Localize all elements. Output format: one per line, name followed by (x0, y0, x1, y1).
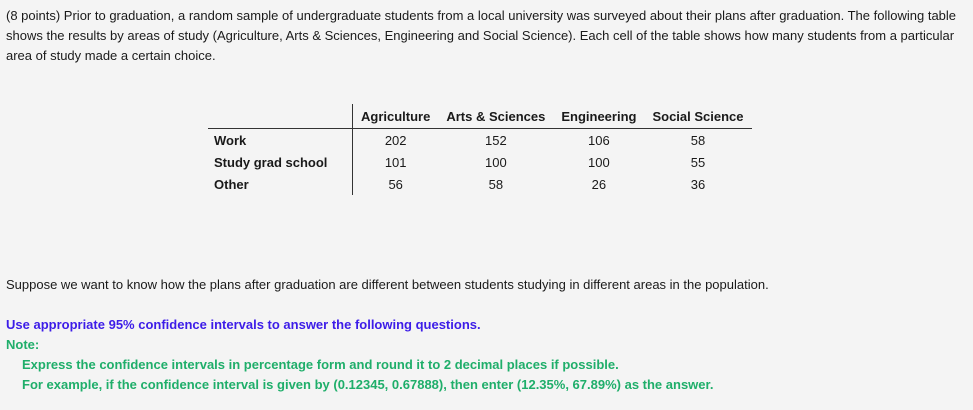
column-header-arts-sciences: Arts & Sciences (438, 104, 553, 129)
row-header-other: Other (208, 173, 353, 195)
column-header-agriculture: Agriculture (353, 104, 439, 129)
note-line-format: Express the confidence intervals in percentage form and round it to 2 decimal places if possible. (22, 357, 619, 372)
table-cell: 152 (484, 132, 507, 148)
table-cell: 56 (388, 176, 403, 192)
table-row (208, 173, 752, 195)
row-header-study-grad-school: Study grad school (208, 151, 353, 173)
contingency-table (208, 104, 752, 195)
note-label: Note: (6, 337, 40, 352)
table-corner-cell (208, 104, 353, 129)
problem-intro: (8 points) Prior to graduation, a random sample of undergraduate students from a local university was surveyed about their plans after graduation. The following table shows the results by areas of study (Agriculture, Arts & Sciences, Engineering and Social Science). Each cell of the table shows how many students from a particular area of study made a certain choice. (6, 8, 957, 63)
instruction-text: Use appropriate 95% confidence intervals to answer the following questions. (6, 317, 481, 332)
table-row (208, 129, 752, 152)
column-header-social-science: Social Science (644, 104, 751, 129)
table-row (208, 151, 752, 173)
table-header-row (208, 104, 752, 129)
note-line-example: For example, if the confidence interval is given by (0.12345, 0.67888), then enter (12.35%, 67.89%) as the answer. (22, 377, 714, 392)
table-cell: 36 (690, 176, 706, 192)
contingency-table-container (208, 104, 752, 195)
row-header-work: Work (208, 129, 353, 152)
table-cell: 55 (690, 154, 706, 170)
table-cell: 101 (384, 154, 407, 170)
table-cell: 26 (591, 176, 607, 192)
question-text: Suppose we want to know how the plans after graduation are different between students studying in different areas in the population. (6, 277, 769, 292)
table-cell: 106 (588, 132, 610, 148)
table-cell: 58 (488, 176, 504, 192)
table-cell: 58 (690, 132, 706, 148)
table-cell: 100 (484, 154, 507, 170)
column-header-engineering: Engineering (553, 104, 644, 129)
table-cell: 202 (384, 132, 407, 148)
table-cell: 100 (588, 154, 610, 170)
